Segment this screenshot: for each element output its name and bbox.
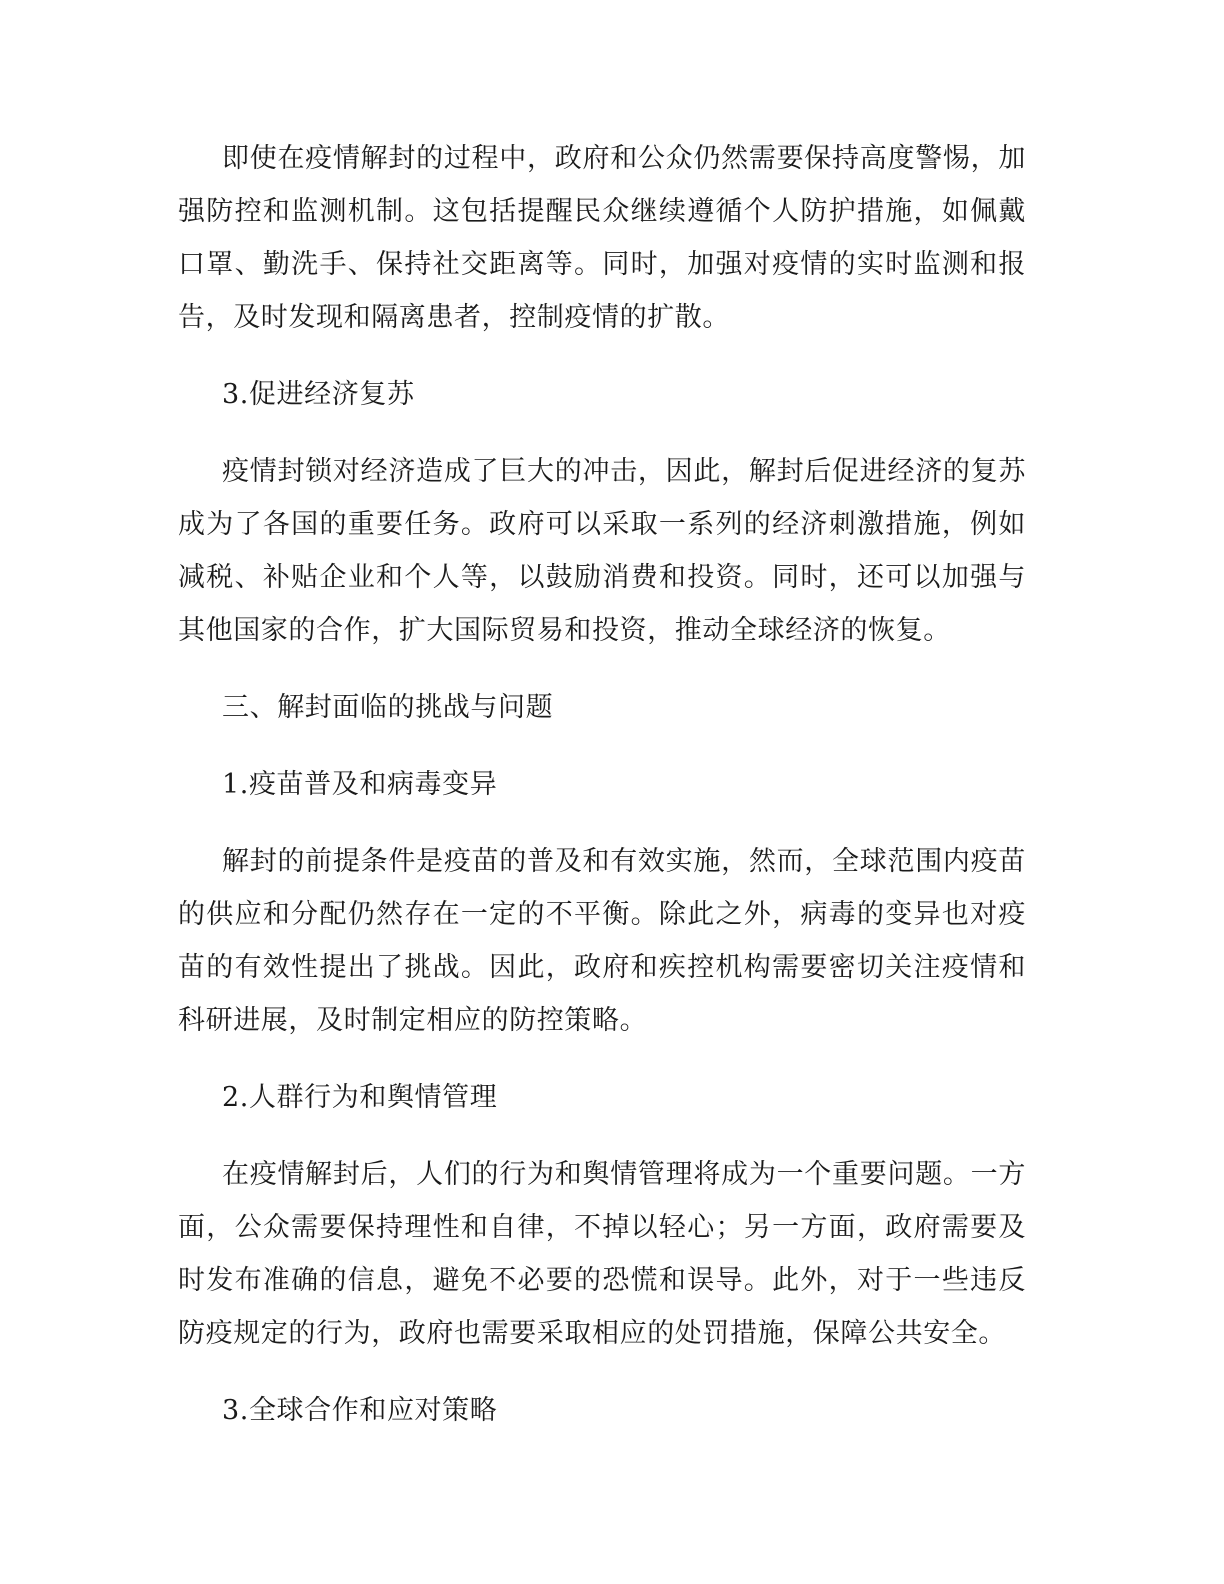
document-body xyxy=(178,132,1026,1461)
paragraph-behavior-opinion: 在疫情解封后，人们的行为和舆情管理将成为一个重要问题。一方面，公众需要保持理性和自律，不掉以轻心；另一方面，政府需要及时发布准确的信息，避免不必要的恐慌和误导。此外，对于一些违反防疫规定的行为，政府也需要采取相应的处罚措施，保障公共安全。 xyxy=(178,1159,1026,1349)
heading-behavior-opinion: 2.人群行为和舆情管理 xyxy=(222,1082,498,1113)
paragraph-prevention-monitoring: 即使在疫情解封的过程中，政府和公众仍然需要保持高度警惕，加强防控和监测机制。这包括提醒民众继续遵循个人防护措施，如佩戴口罩、勤洗手、保持社交距离等。同时，加强对疫情的实时监测和报告，及时发现和隔离患者，控制疫情的扩散。 xyxy=(178,143,1026,333)
heading-promote-economic-recovery: 3.促进经济复苏 xyxy=(222,379,415,410)
heading-vaccine-variants: 1.疫苗普及和病毒变异 xyxy=(222,769,498,800)
section-heading-challenges: 三、解封面临的挑战与问题 xyxy=(222,692,554,723)
paragraph-economic-recovery: 疫情封锁对经济造成了巨大的冲击，因此，解封后促进经济的复苏成为了各国的重要任务。政府可以采取一系列的经济刺激措施，例如减税、补贴企业和个人等，以鼓励消费和投资。同时，还可以加强与其他国家的合作，扩大国际贸易和投资，推动全球经济的恢复。 xyxy=(178,456,1026,646)
paragraph-vaccine-variants: 解封的前提条件是疫苗的普及和有效实施，然而，全球范围内疫苗的供应和分配仍然存在一定的不平衡。除此之外，病毒的变异也对疫苗的有效性提出了挑战。因此，政府和疾控机构需要密切关注疫情和科研进展，及时制定相应的防控策略。 xyxy=(178,846,1026,1036)
heading-global-cooperation: 3.全球合作和应对策略 xyxy=(222,1395,498,1426)
